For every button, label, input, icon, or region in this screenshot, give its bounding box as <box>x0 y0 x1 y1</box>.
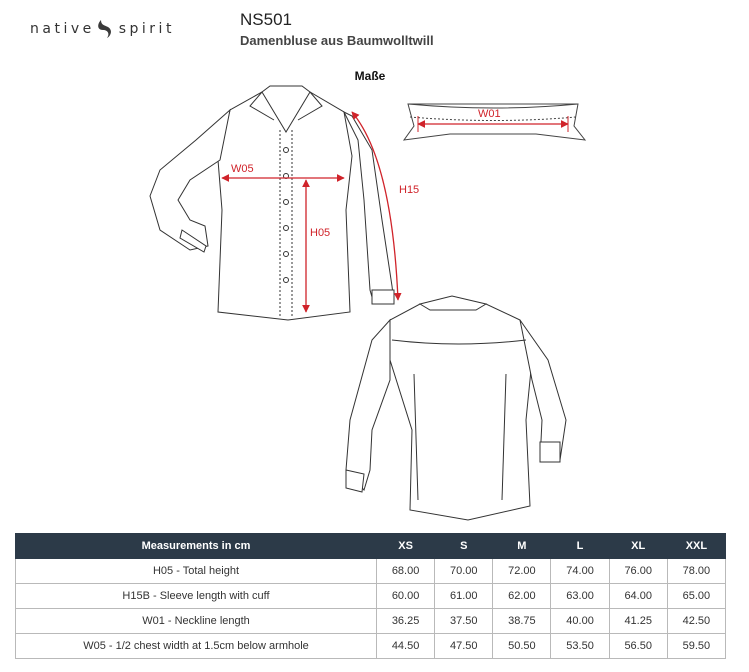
table-cell: 37.50 <box>435 609 493 634</box>
size-table <box>15 533 726 659</box>
table-cell: 65.00 <box>667 584 725 609</box>
size-header-l: L <box>551 534 609 559</box>
table-cell: 56.50 <box>609 634 667 659</box>
table-cell: 40.00 <box>551 609 609 634</box>
h05-label: H05 <box>310 227 331 239</box>
blouse-back-drawing <box>346 296 566 520</box>
table-cell: 38.75 <box>493 609 551 634</box>
table-row <box>16 559 726 584</box>
table-cell: 76.00 <box>609 559 667 584</box>
row-label: H05 - Total height <box>16 559 377 584</box>
table-cell: 63.00 <box>551 584 609 609</box>
row-label: W05 - 1/2 chest width at 1.5cm below armhole <box>16 634 377 659</box>
table-cell: 68.00 <box>377 559 435 584</box>
h15-label: H15 <box>399 184 420 196</box>
row-label: H15B - Sleeve length with cuff <box>16 584 377 609</box>
table-cell: 70.00 <box>435 559 493 584</box>
table-cell: 62.00 <box>493 584 551 609</box>
table-cell: 74.00 <box>551 559 609 584</box>
table-header-row <box>16 534 726 559</box>
product-code: NS501 <box>240 10 292 29</box>
blouse-front-drawing <box>150 86 394 320</box>
table-cell: 78.00 <box>667 559 725 584</box>
table-cell: 42.50 <box>667 609 725 634</box>
table-cell: 41.25 <box>609 609 667 634</box>
table-row <box>16 609 726 634</box>
size-header-xl: XL <box>609 534 667 559</box>
table-cell: 64.00 <box>609 584 667 609</box>
brand-name-left: native <box>30 21 95 37</box>
table-cell: 47.50 <box>435 634 493 659</box>
table-header-label: Measurements in cm <box>16 534 377 559</box>
row-label: W01 - Neckline length <box>16 609 377 634</box>
brand-name-right: spirit <box>118 21 175 37</box>
table-row <box>16 634 726 659</box>
size-header-xs: XS <box>377 534 435 559</box>
product-name: Damenbluse aus Baumwolltwill <box>240 33 434 48</box>
section-title: Maße <box>354 69 386 83</box>
table-cell: 59.50 <box>667 634 725 659</box>
w01-label: W01 <box>478 108 501 120</box>
table-cell: 61.00 <box>435 584 493 609</box>
table-cell: 72.00 <box>493 559 551 584</box>
table-row <box>16 584 726 609</box>
size-header-xxl: XXL <box>667 534 725 559</box>
size-header-s: S <box>435 534 493 559</box>
size-header-m: M <box>493 534 551 559</box>
table-cell: 60.00 <box>377 584 435 609</box>
table-cell: 44.50 <box>377 634 435 659</box>
table-cell: 50.50 <box>493 634 551 659</box>
w05-label: W05 <box>231 163 254 175</box>
table-cell: 53.50 <box>551 634 609 659</box>
table-cell: 36.25 <box>377 609 435 634</box>
